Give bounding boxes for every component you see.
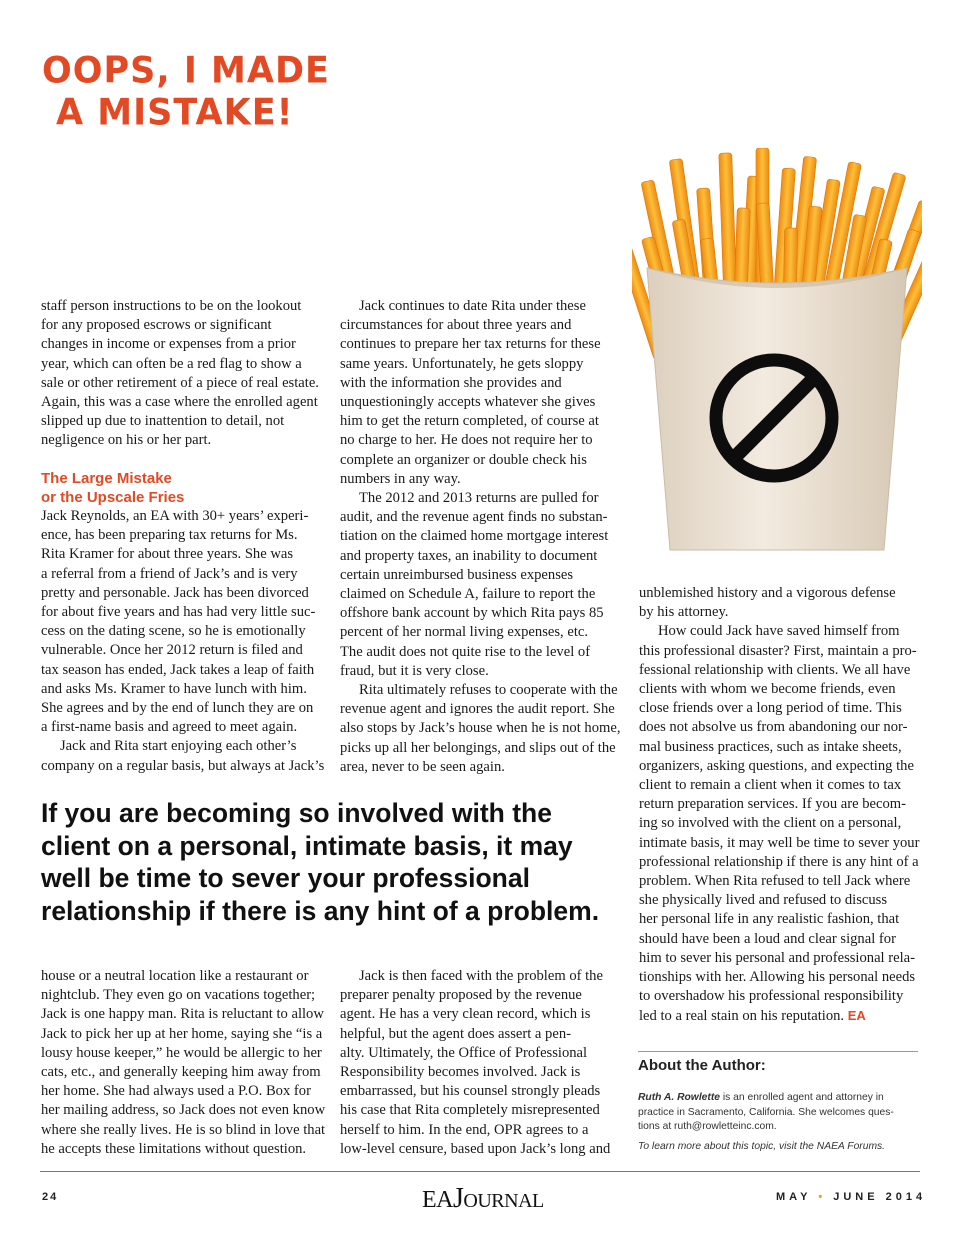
- text-line: tiation on the claimed home mortgage interest: [340, 528, 609, 545]
- text-line: helpful, but the agent does assert a pen-: [340, 1025, 571, 1042]
- text-line: cess on the dating scene, so he is emotionally: [41, 623, 306, 640]
- text-line: If you are becoming so involved with the: [41, 798, 552, 828]
- text-line: lousy house keeper,” he would be allergic to her: [41, 1044, 322, 1061]
- text-line: a first-name basis and agreed to meet again.: [41, 719, 298, 736]
- text-line: Jack continues to date Rita under these: [359, 298, 586, 314]
- column-2-top: [340, 297, 625, 777]
- fries-illustration-svg: [632, 148, 922, 558]
- text-line: herself to him. In the end, OPR agrees to a: [340, 1121, 589, 1138]
- text-line: return preparation services. If you are becom-: [639, 796, 907, 813]
- page-number: 24: [42, 1191, 59, 1203]
- text-line: fessional relationship with clients. We all have: [639, 661, 911, 678]
- col1-bottom-paragraph: [41, 967, 326, 1159]
- french-fries-carton-icon: [632, 148, 922, 558]
- text-line: should have been a loud and clear signal for: [639, 930, 896, 947]
- text-line: embarrassed, but his counsel strongly pleads: [340, 1083, 601, 1100]
- text-line: unblemished history and a vigorous defense: [639, 585, 896, 601]
- text-line: picks up all her belongings, and slips out of the: [340, 739, 616, 756]
- text-line: revenue agent and ignores the audit report. She: [340, 701, 615, 718]
- text-line: to overshadow his professional responsibility: [639, 988, 904, 1005]
- col2-paragraph-2: [340, 489, 625, 681]
- text-line: Jack Reynolds, an EA with 30+ years’ experi-: [41, 508, 309, 525]
- text-line: vulnerable. Once her 2012 return is filed and: [41, 642, 303, 659]
- text-line: also stops by Jack’s house when he is not home,: [340, 720, 621, 737]
- text-line: agent. He has a very clean record, which is: [340, 1006, 591, 1023]
- text-line: close friends over a long period of time. This: [639, 700, 902, 717]
- text-line: complete an organizer or double check his: [340, 451, 587, 468]
- text-line: this professional disaster? First, maintain a pro-: [639, 642, 917, 659]
- text-line: with the information she provides and: [340, 374, 562, 391]
- author-bio-line-1: is an enrolled agent and attorney in: [720, 1092, 884, 1103]
- text-line: mal business practices, such as intake sheets,: [639, 738, 902, 755]
- text-line: him to get the return completed, of course at: [340, 413, 599, 430]
- col1-story-paragraph-2: [41, 737, 326, 775]
- text-line: company on a regular basis, but always at Jack’s: [41, 757, 325, 774]
- text-line: changes in income or expenses from a prior: [41, 336, 296, 353]
- author-bio-line-3: tions at ruth@rowletteinc.com.: [638, 1121, 777, 1132]
- text-line: same years. Unfortunately, he gets sloppy: [340, 355, 584, 372]
- text-line: him to sever his personal and professional rela-: [639, 949, 915, 966]
- text-line: year, which can often be a red flag to show a: [41, 355, 302, 372]
- text-line: fraud, but it is very close.: [340, 662, 489, 679]
- text-line: and asks Ms. Kramer to have lunch with him.: [41, 680, 307, 697]
- text-line: relationship if there is any hint of a problem.: [41, 895, 600, 926]
- text-line: percent of her normal living expenses, etc.: [340, 624, 589, 641]
- text-line: clients with whom we become friends, even: [639, 681, 896, 698]
- footer-divider: [40, 1171, 920, 1172]
- ea-journal-logo: [422, 1183, 544, 1215]
- text-line: audit, and the revenue agent finds no substan-: [340, 509, 608, 526]
- text-line: her personal life in any realistic fashion, that: [639, 911, 900, 928]
- text-line: problem. When Rita refused to tell Jack where: [639, 873, 911, 890]
- text-line: unquestioningly accepts whatever she gives: [340, 394, 596, 411]
- text-line: Rita Kramer for about three years. She was: [41, 546, 294, 563]
- col3-paragraph-2: [639, 622, 924, 1026]
- text-line: preparer penalty proposed by the revenue: [340, 987, 582, 1004]
- author-name: Ruth A. Rowlette: [638, 1092, 720, 1103]
- text-line: well be time to sever your professional: [41, 863, 530, 893]
- text-line: alty. Ultimately, the Office of Professional: [340, 1044, 588, 1061]
- text-line: The audit does not quite rise to the level of: [340, 643, 591, 660]
- col3-paragraph-1: [639, 584, 924, 622]
- text-line: negligence on his or her part.: [41, 432, 212, 449]
- subhead-line-2: or the Upscale Fries: [41, 488, 185, 506]
- text-line: area, never to be seen again.: [340, 758, 505, 775]
- about-divider: [638, 1051, 918, 1052]
- text-line: house or a neutral location like a restaurant or: [41, 968, 309, 984]
- about-author-title: About the Author:: [638, 1057, 766, 1074]
- issue-month-1: MAY: [776, 1191, 812, 1203]
- text-line: Jack is one happy man. Rita is reluctant to allow: [41, 1006, 324, 1023]
- col1-story-paragraph: [41, 507, 326, 737]
- text-line: Responsibility becomes involved. Jack is: [340, 1064, 581, 1081]
- text-line: low-level censure, based upon Jack’s long and: [340, 1140, 611, 1157]
- issue-date: [776, 1191, 926, 1203]
- text-line: intimate basis, it may well be time to sever your: [639, 834, 920, 851]
- text-line: professional relationship if there is any hint of a: [639, 853, 919, 870]
- forum-link-text[interactable]: To learn more about this topic, visit the NAEA Forums.: [638, 1141, 886, 1152]
- text-line: Jack and Rita start enjoying each other’s: [60, 738, 297, 755]
- text-line: he accepts these limitations without question.: [41, 1140, 307, 1157]
- text-line: circumstances for about three years and: [340, 317, 572, 334]
- text-line: The 2012 and 2013 returns are pulled for: [359, 490, 599, 507]
- text-line: How could Jack have saved himself from: [658, 623, 900, 640]
- text-line: her mailing address, so Jack does not even know: [41, 1102, 326, 1119]
- col2-bottom-paragraph: [340, 967, 625, 1159]
- column-2-bottom: [340, 967, 625, 1159]
- text-line: cats, etc., and generally keeping him away from: [41, 1064, 321, 1081]
- text-line: client on a personal, intimate basis, it may: [41, 830, 573, 861]
- column-3: [639, 584, 924, 1027]
- author-bio: [638, 1091, 918, 1135]
- logo-ea: EA: [422, 1187, 453, 1213]
- text-line: sale or other retirement of a piece of real estate.: [41, 374, 319, 391]
- text-line: tax season has ended, Jack takes a leap of faith: [41, 661, 315, 678]
- text-line: organizers, asking questions, and expecting the: [639, 757, 914, 774]
- text-line: certain unreimbursed business expenses: [340, 566, 574, 583]
- text-line: numbers in any way.: [340, 470, 461, 487]
- text-line: Jack is then faced with the problem of the: [359, 968, 603, 984]
- text-line: for any proposed escrows or significant: [41, 317, 272, 334]
- headline-line-1: OOPS, I MADE: [42, 50, 330, 92]
- section-subhead: [41, 469, 326, 507]
- headline-line-2: A MISTAKE!: [56, 92, 294, 134]
- text-line: led to a real stain on his reputation.: [639, 1008, 845, 1025]
- pull-quote: [41, 797, 631, 927]
- text-line: Again, this was a case where the enrolled agent: [41, 394, 318, 411]
- column-1-bottom: [41, 967, 326, 1159]
- ea-end-tag: EA: [847, 1008, 866, 1024]
- text-line: offshore bank account by which Rita pays 85: [340, 605, 604, 622]
- text-line: Rita ultimately refuses to cooperate with the: [359, 682, 618, 699]
- logo-j: J: [453, 1183, 464, 1214]
- text-line: no charge to her. He does not require her to: [340, 432, 593, 449]
- text-line: where she really lives. He is so blind in love that: [41, 1121, 326, 1138]
- text-line: nightclub. They even go on vacations together;: [41, 987, 316, 1004]
- col2-paragraph-3: [340, 681, 625, 777]
- text-line: continues to prepare her tax returns for these: [340, 336, 601, 353]
- issue-month-2: JUNE 2014: [833, 1191, 927, 1203]
- text-line: does not absolve us from abandoning our nor-: [639, 719, 908, 736]
- text-line: and property taxes, an inability to document: [340, 547, 598, 564]
- text-line: Jack to pick her up at her home, saying she “is a: [41, 1025, 323, 1042]
- text-line: his case that Rita completely misrepresented: [340, 1102, 600, 1119]
- author-bio-line-2: practice in Sacramento, California. She welcomes ques-: [638, 1106, 894, 1118]
- text-line: pretty and personable. Jack has been divorced: [41, 584, 309, 601]
- column-1-top: [41, 297, 326, 776]
- text-line: tionships with her. Allowing his personal needs: [639, 969, 916, 986]
- text-line: staff person instructions to be on the lookout: [41, 298, 302, 314]
- subhead-line-1: The Large Mistake: [41, 469, 172, 487]
- text-line: ence, has been preparing tax returns for Ms.: [41, 527, 298, 544]
- text-line: by his attorney.: [639, 604, 729, 621]
- article-headline: [42, 50, 342, 134]
- text-line: ing so involved with the client on a personal,: [639, 815, 902, 832]
- text-line: client to remain a client when it comes to tax: [639, 777, 902, 794]
- logo-rest: OURNAL: [463, 1190, 544, 1212]
- text-line: she physically lived and refused to discuss: [639, 892, 888, 909]
- text-line: She agrees and by the end of lunch they are on: [41, 700, 314, 717]
- col2-paragraph-1: [340, 297, 625, 489]
- text-line: claimed on Schedule A, failure to report the: [340, 586, 596, 603]
- col1-top-paragraph: [41, 297, 326, 451]
- text-line: a referral from a friend of Jack’s and is very: [41, 565, 298, 582]
- issue-separator: •: [818, 1191, 827, 1203]
- text-line: for about five years and has had very little suc-: [41, 604, 316, 621]
- text-line: slipped up due to inattention to detail, not: [41, 413, 285, 430]
- text-line: her home. She had always used a P.O. Box for: [41, 1083, 311, 1100]
